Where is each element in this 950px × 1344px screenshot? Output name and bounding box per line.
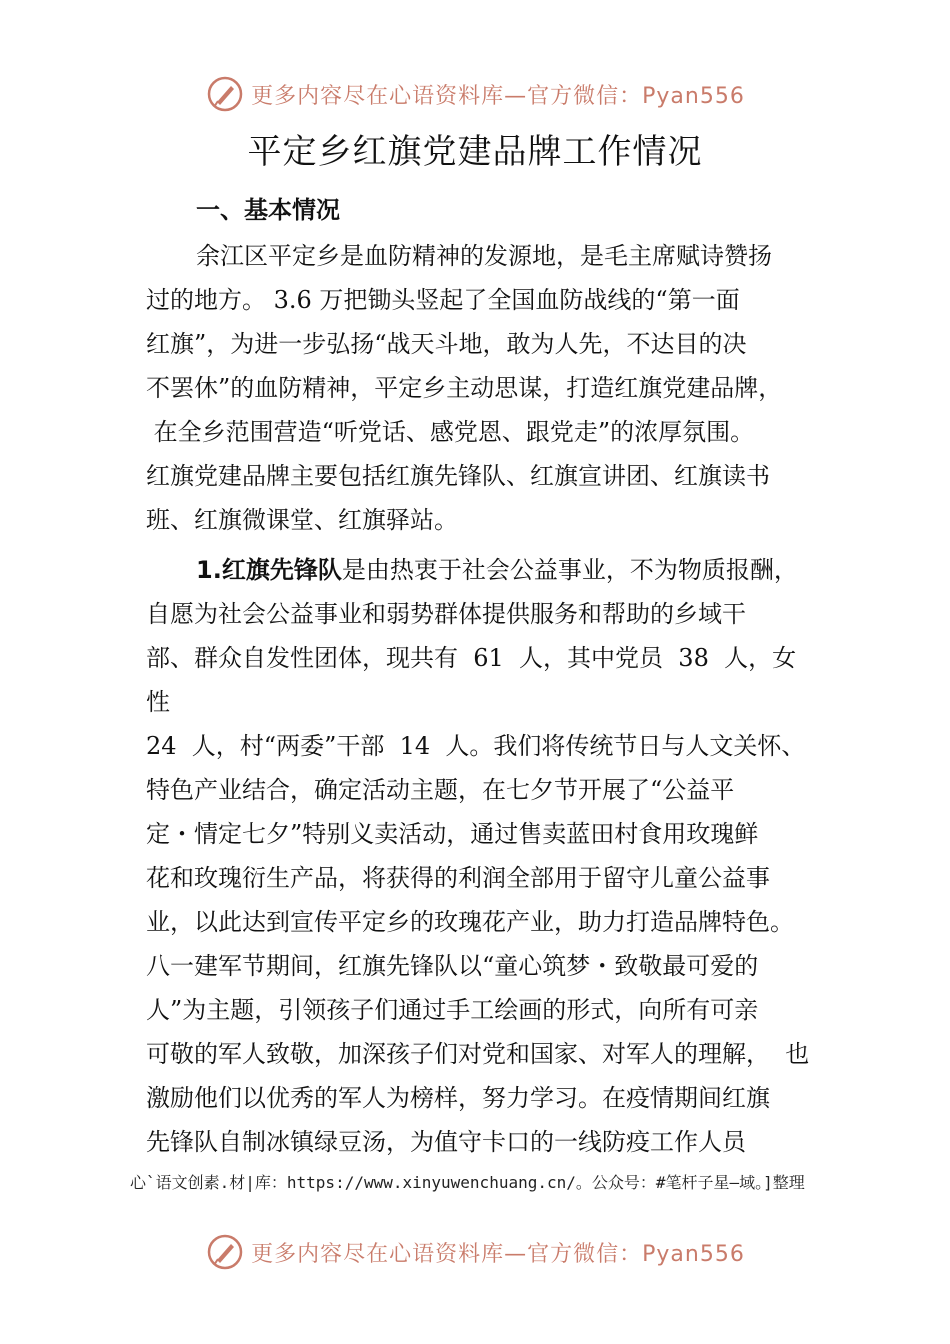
paragraph-line: 余江区平定乡是血防精神的发源地，是毛主席赋诗赞扬 xyxy=(196,242,772,270)
banner-text: 更多内容尽在心语资料库—官方微信：Pyan556 xyxy=(251,83,745,109)
paragraph-line: 可敬的军人致敬，加深孩子们对党和国家、对军人的理解， 也 xyxy=(146,1040,810,1068)
paragraph-line: 过的地方。 3.6 万把锄头竖起了全国血防战线的“第一面 xyxy=(146,286,740,314)
paragraph-line: 定・情定七夕”特别义卖活动，通过售卖蓝田村食用玫瑰鲜 xyxy=(146,820,759,848)
paragraph-line: 不罢休”的血防精神，平定乡主动思谋，打造红旗党建品牌， xyxy=(146,374,783,402)
section-heading: 一、基本情况 xyxy=(196,196,340,224)
paragraph-line: 激励他们以优秀的军人为榜样，努力学习。在疫情期间红旗 xyxy=(146,1084,770,1112)
pen-nib-circle-logo-icon xyxy=(205,74,245,114)
source-footer-note: 心`语文创素.材|库：https://www.xinyuwenchuang.cn/。公众号：#笔杆子星—域。]整理 xyxy=(130,1173,805,1192)
item-lead-line xyxy=(196,550,798,590)
paragraph-line: 在全乡范围营造“听党话、感党恩、跟党走”的浓厚氛围。 xyxy=(146,418,755,446)
paragraph-line: 部、群众自发性团体，现共有 61 人，其中党员 38 人，女 xyxy=(146,644,797,672)
paragraph-line: 花和玫瑰衍生产品，将获得的利润全部用于留守儿童公益事 xyxy=(146,864,770,892)
page-title: 平定乡红旗党建品牌工作情况 xyxy=(247,132,703,172)
paragraph-line: 24 人，村“两委”干部 14 人。我们将传统节日与人文关怀、 xyxy=(146,732,806,760)
top-watermark-banner xyxy=(0,64,950,124)
bottom-watermark-banner xyxy=(0,1222,950,1282)
paragraph-line: 特色产业结合，确定活动主题，在七夕节开展了“公益平 xyxy=(146,776,735,804)
pen-nib-circle-logo-icon xyxy=(205,1232,245,1272)
paragraph-line: 八一建军节期间，红旗先锋队以“童心筑梦・致敬最可爱的 xyxy=(146,952,759,980)
paragraph-line: 业，以此达到宣传平定乡的玫瑰花产业，助力打造品牌特色。 xyxy=(146,908,794,936)
item-lead: 1.红旗先锋队 xyxy=(196,556,342,584)
paragraph-line: 先锋队自制冰镇绿豆汤，为值守卡口的一线防疫工作人员 xyxy=(146,1128,746,1156)
paragraph-line: 红旗”，为进一步弘扬“战天斗地，敢为人先，不达目的决 xyxy=(146,330,747,358)
paragraph-line: 性 xyxy=(146,688,170,716)
paragraph-line: 红旗党建品牌主要包括红旗先锋队、红旗宣讲团、红旗读书 xyxy=(146,462,770,490)
paragraph-line: 班、红旗微课堂、红旗驿站。 xyxy=(146,506,458,534)
paragraph-line: 自愿为社会公益事业和弱势群体提供服务和帮助的乡域干 xyxy=(146,600,746,628)
item-lead-rest: 是由热衷于社会公益事业，不为物质报酬， xyxy=(341,556,798,584)
paragraph-line: 人”为主题，引领孩子们通过手工绘画的形式，向所有可亲 xyxy=(146,996,759,1024)
banner-text: 更多内容尽在心语资料库—官方微信：Pyan556 xyxy=(251,1241,745,1267)
